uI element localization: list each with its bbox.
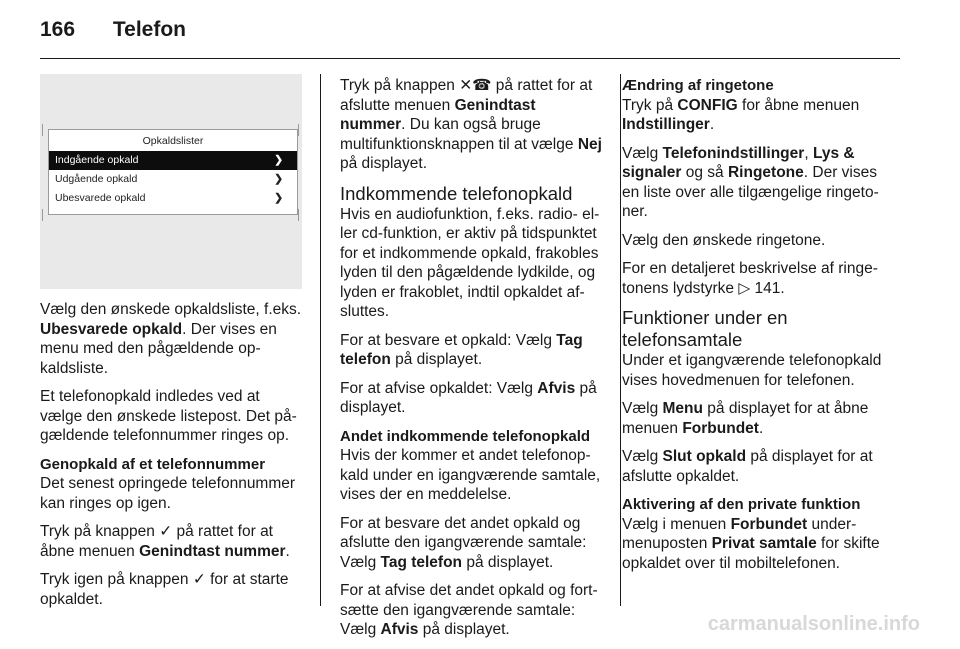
paragraph: Vælg Slut opkald på displayet for at afslutte opkaldet. [622, 448, 873, 485]
frame-mark [42, 209, 43, 221]
screen-list-item-label: Ubesvarede opkald [55, 192, 146, 204]
paragraph: Vælg Menu på displayet for at åbne menuen Forbundet. [622, 400, 869, 437]
section-heading: Aktivering af den private funktion [622, 496, 861, 513]
paragraph: Tryk på CONFIG for åbne menuen Indstillinger. [622, 96, 860, 133]
column-3 [622, 76, 886, 582]
screen-list-item[interactable] [49, 189, 297, 208]
voice-hangup-icon: ✕☎ [459, 77, 492, 94]
phone-icon: ✓ [159, 523, 173, 540]
paragraph: Tryk på knappen ✕☎ på rattet for at afslutte menuen Genindtast nummer. Du kan også bruge multifunktionsknappen til at vælge Nej på displayet. [340, 77, 602, 172]
screen-title: Opkaldslister [142, 135, 204, 147]
column-divider [620, 74, 621, 606]
frame-mark [298, 209, 299, 221]
paragraph: Tryk på knappen ✓ på rattet for at åbne menuen Genindtast nummer. [40, 523, 290, 560]
chevron-right-icon: ❯ [274, 154, 283, 166]
page-header [40, 18, 186, 42]
column-2 [340, 76, 604, 649]
paragraph: For at besvare et opkald: Vælg Tag telefon på displayet. [340, 331, 583, 368]
section-heading: Funktioner under en telefonsamtale [622, 307, 788, 350]
display-screen [48, 129, 298, 215]
frame-mark [298, 124, 299, 136]
header-rule [40, 58, 900, 59]
section-heading: Genopkald af et telefonnummer [40, 455, 266, 473]
chevron-right-icon: ❯ [274, 192, 283, 204]
page-number: 166 [40, 18, 76, 41]
screen-list-item-label: Indgående opkald [55, 154, 139, 166]
paragraph: For at besvare det andet opkald og afslutte den igangværende samtale: Vælg Tag telefon på displayet. [340, 514, 587, 571]
frame-mark [42, 124, 43, 136]
chevron-right-icon: ❯ [274, 173, 283, 185]
paragraph: Hvis en audiofunktion, f.eks. radio- eller cd-funktion, er aktiv på tidspunktet for et indkommende opkald, frakobles lyden til den pågældende lydkilde, og lyden er frakoblet, indtil opkaldet afsluttes. [340, 205, 600, 320]
paragraph: Tryk igen på knappen ✓ for at starte opkaldet. [40, 571, 289, 608]
phone-icon: ✓ [192, 571, 206, 588]
paragraph: Vælg i menuen Forbundet undermenuposten Privat samtale for skifte opkaldet over til mobiltelefonen. [622, 515, 880, 572]
paragraph: For at afvise opkaldet: Vælg Afvis på displayet. [340, 379, 597, 416]
paragraph: For en detaljeret beskrivelse af ringetonens lydstyrke ▷ 141. [622, 260, 878, 297]
paragraph: For at afvise det andet opkald og fortsætte den igangværende samtale: Vælg Afvis på displayet. [340, 582, 598, 638]
paragraph: Det senest opringede telefonnummer kan ringes op igen. [40, 475, 296, 512]
display-screenshot [40, 74, 302, 289]
screen-list-item[interactable] [49, 170, 297, 189]
paragraph: Hvis der kommer et andet telefonopkald under en igangværende samtale, vises der en meddelelse. [340, 447, 601, 503]
paragraph: Vælg den ønskede opkaldsliste, f.eks. Ubesvarede opkald. Der vises en menu med den pågældende opkaldsliste. [40, 301, 302, 377]
column-divider [320, 74, 321, 606]
screen-list-item[interactable] [49, 151, 297, 170]
section-heading: Indkommende telefonopkald [340, 182, 573, 204]
watermark: carmanualsonline.info [707, 613, 920, 635]
paragraph: Et telefonopkald indledes ved at vælge den ønskede listepost. Det pågældende telefonnummer ringes op. [40, 388, 297, 444]
paragraph: Vælg den ønskede ringetone. [622, 231, 826, 249]
section-heading: Andet indkommende telefonopkald [340, 427, 591, 445]
paragraph: Under et igangværende telefonopkald vises hovedmenuen for telefonen. [622, 352, 882, 389]
column-1 [40, 300, 304, 618]
screen-list-item-label: Udgående opkald [55, 173, 138, 185]
section-heading: Ændring af ringetone [622, 77, 774, 94]
page-reference-icon: ▷ [738, 279, 751, 297]
paragraph: Vælg Telefonindstillinger, Lys & signaler og så Ringetone. Der vises en liste over alle tilgængelige ringetoner. [622, 144, 879, 220]
page-title: Telefon [112, 18, 187, 41]
